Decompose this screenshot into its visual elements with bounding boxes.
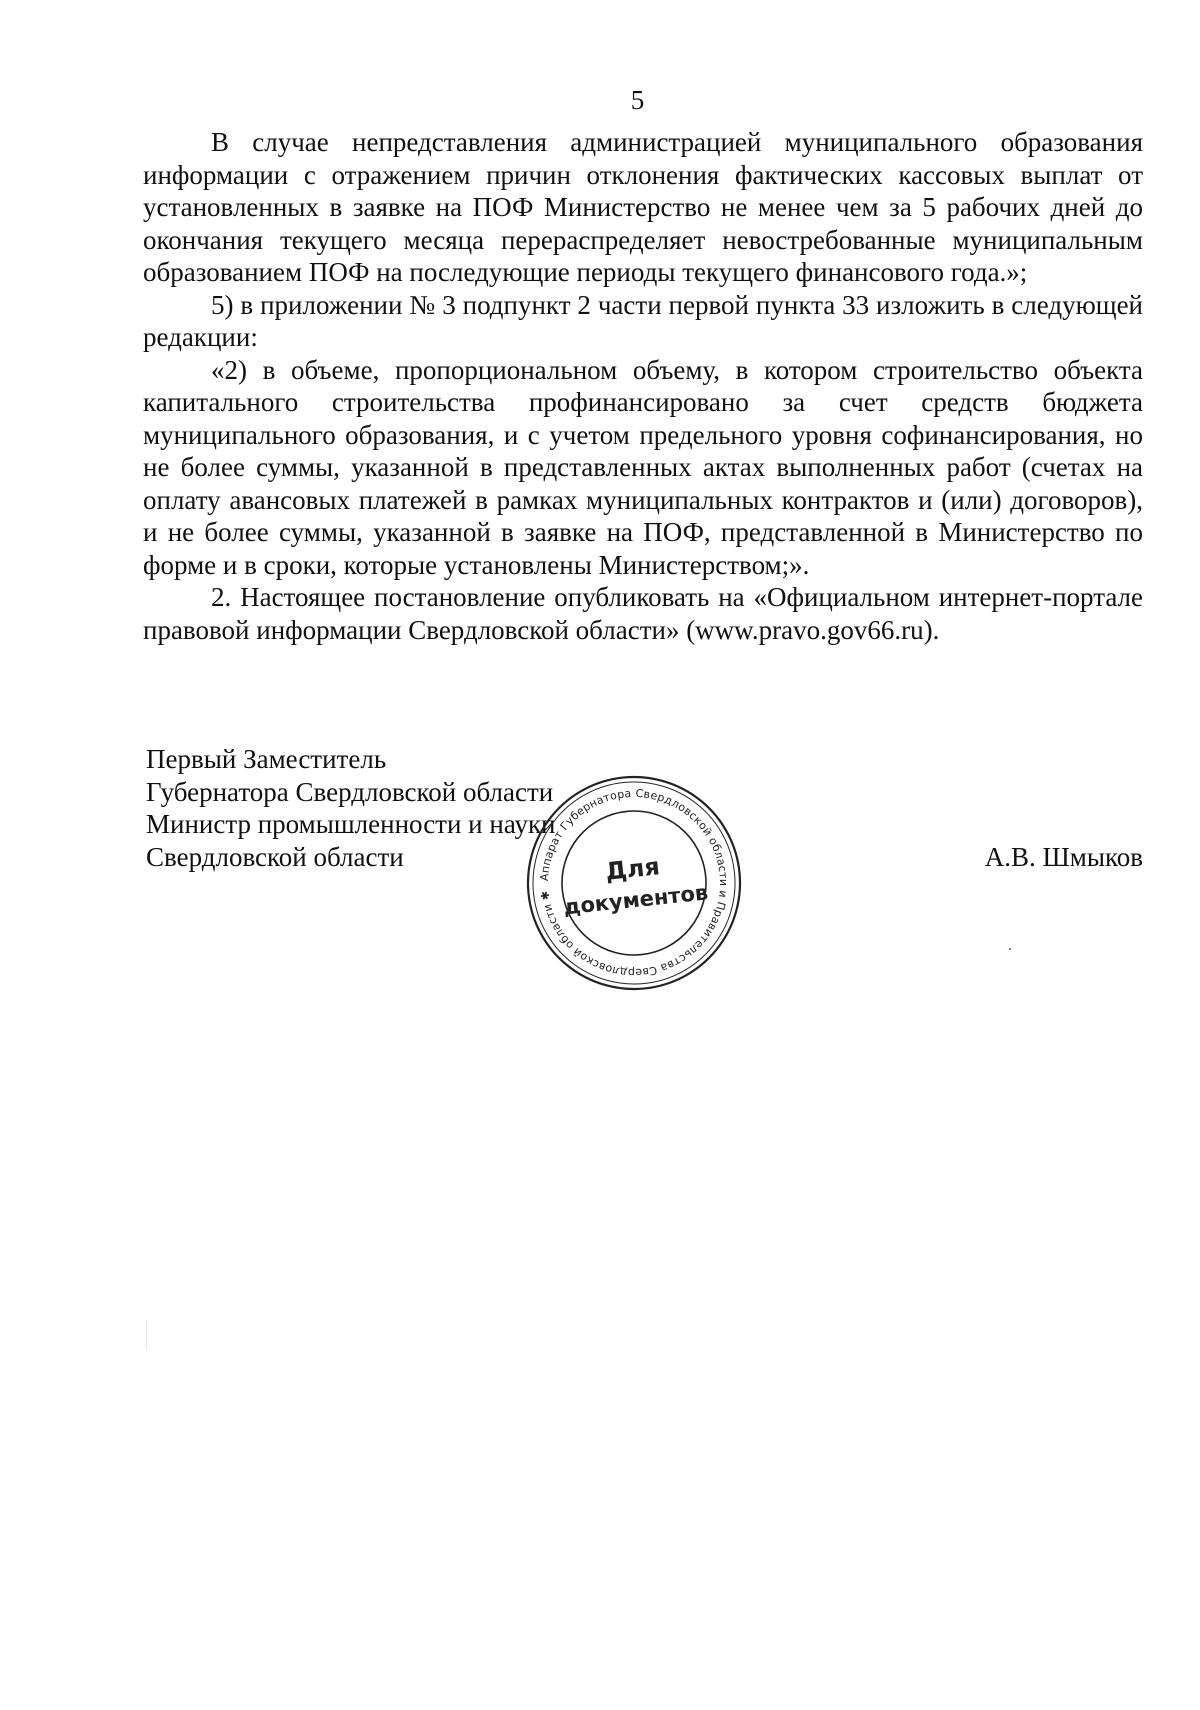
signatory-position-line: Первый Заместитель	[146, 744, 387, 774]
paragraph-appendix-amendment: 5) в приложении № 3 подпункт 2 части первой пункта 33 изложить в следующей редакции:	[143, 289, 1143, 352]
paragraph-publication: 2. Настоящее постановление опубликовать на «Официальном интернет-портале правовой информации Свердловской области» (www.pravo.gov66.ru).	[143, 582, 1143, 645]
svg-text:документов: документов	[562, 880, 710, 920]
svg-text:Для: Для	[604, 852, 662, 886]
stray-mark	[1009, 948, 1011, 950]
signatory-position	[146, 743, 556, 873]
signatory-position-line: Свердловской области	[146, 841, 404, 872]
paragraph-reallocation: В случае непредставления администрацией муниципального образования информации с отражением причин отклонения фактических кассовых выплат от установленных в заявке на ПОФ Министерство не менее чем за 5 рабочих дней до окончания текущего месяца перераспределяет невостребованные муниципальным образованием ПОФ на последующие периоды текущего финансового года.»;	[143, 127, 1143, 287]
stamp-seal-graphic	[524, 773, 744, 993]
paragraph-amended-subitem: «2) в объеме, пропорциональном объему, в котором строительство объекта капитального строительства профинансировано за счет средств бюджета муниципального образования, и с учетом предельного уровня софинансирования, но не более суммы, указанной в представленных актах выполненных работ (счетах на оплату авансовых платежей в рамках муниципальных контрактов и (или) договоров), и не более суммы, указанной в заявке на ПОФ, представленной в Министерство по форме и в сроки, которые установлены Министерством;».	[143, 354, 1143, 580]
page-number: 5	[630, 85, 645, 115]
signatory-position-line: Губернатора Свердловской области	[146, 776, 554, 807]
document-body	[143, 126, 1143, 646]
svg-text:Аппарат Губернатора Свердловск: Аппарат Губернатора Свердловской области и Правительства Свердловской области ✱	[537, 786, 731, 980]
signatory-position-line: Министр промышленности и науки	[146, 809, 556, 839]
signatory-name: А.В. Шмыков	[984, 842, 1143, 872]
scan-artifact-line	[146, 1320, 147, 1350]
official-stamp	[524, 773, 744, 993]
